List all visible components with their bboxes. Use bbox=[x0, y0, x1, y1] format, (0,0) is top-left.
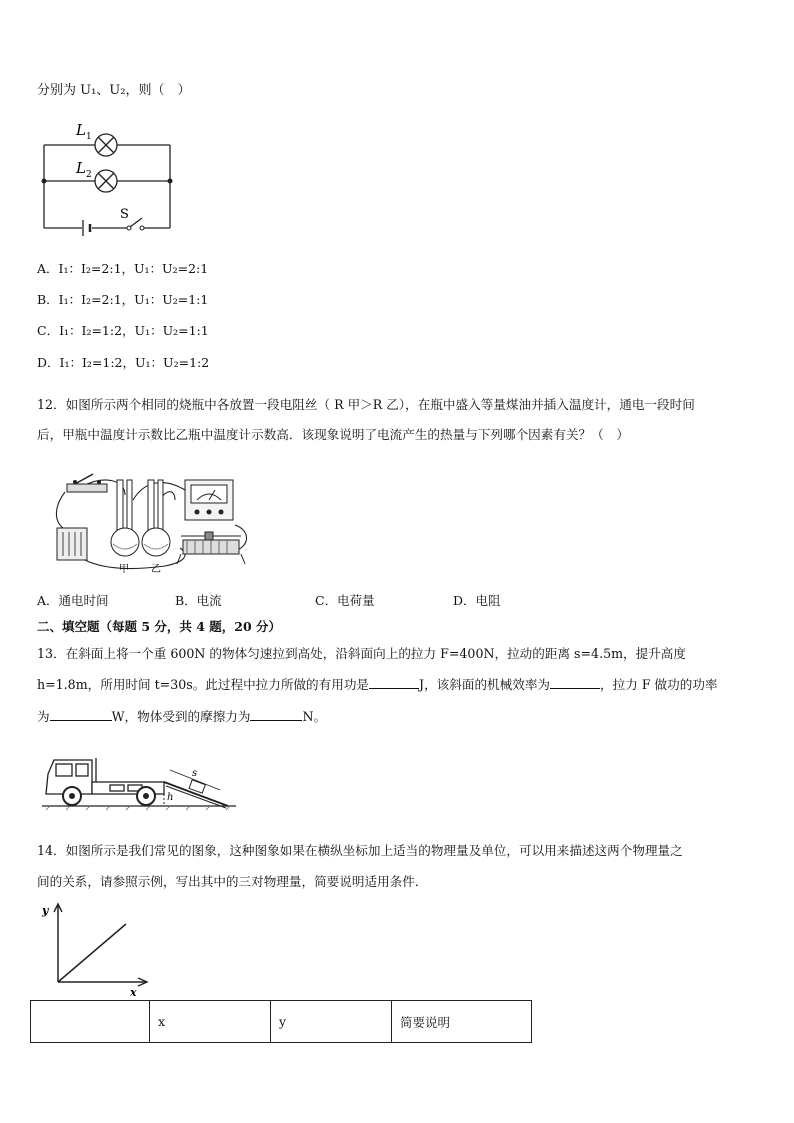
table-header-description: 简要说明 bbox=[392, 1001, 532, 1043]
lamp-l2-icon bbox=[95, 170, 117, 192]
q13-stem-line2 bbox=[37, 676, 718, 694]
q12-option-a: A．通电时间 bbox=[37, 593, 109, 608]
switch-icon bbox=[127, 218, 144, 230]
q13-text-3a: 为 bbox=[37, 709, 50, 724]
q12-stem-line1: 12．如图所示两个相同的烧瓶中各放置一段电阻丝（ R 甲＞R 乙），在瓶中盛入等量煤油并插入温度计，通电一段时间 bbox=[37, 397, 695, 412]
q11-stem-tail: 分别为 U₁、U₂，则（ ） bbox=[37, 83, 191, 98]
answer-blank-friction[interactable] bbox=[250, 708, 302, 721]
q12-stem-line2: 后，甲瓶中温度计示数比乙瓶中温度计示数高．该现象说明了电流产生的热量与下列哪个因素有关？（ ） bbox=[37, 427, 629, 442]
q13-stem-line1: 13．在斜面上将一个重 600N 的物体匀速拉到高处，沿斜面向上的拉力 F=400N，拉动的距离 s=4.5m，提升高度 bbox=[37, 646, 686, 661]
q14-stem-line2: 间的关系，请参照示例，写出其中的三对物理量，简要说明适用条件． bbox=[37, 874, 428, 889]
label-yi: 乙 bbox=[151, 564, 161, 575]
label-s: s bbox=[192, 768, 198, 779]
q13-text-2b: J，该斜面的机械效率为 bbox=[419, 677, 551, 692]
ammeter-icon bbox=[185, 480, 233, 520]
table-row bbox=[31, 1001, 532, 1043]
q12-option-b: B．电流 bbox=[175, 593, 222, 608]
label-l2: L bbox=[76, 159, 86, 177]
label-h: h bbox=[167, 792, 174, 803]
q14-answer-table bbox=[30, 1000, 532, 1043]
answer-blank-power[interactable] bbox=[50, 708, 112, 721]
rheostat-icon bbox=[177, 532, 245, 564]
table-cell-blank[interactable] bbox=[31, 1001, 150, 1043]
q13-text-2a: h=1.8m，所用时间 t=30s。此过程中拉力所做的有用功是 bbox=[37, 677, 370, 692]
q11-option-c: C．I₁：I₂=1:2，U₁：U₂=1:1 bbox=[37, 323, 209, 338]
truck-wheel-front-icon bbox=[63, 787, 81, 805]
label-switch: S bbox=[120, 207, 129, 222]
axis-label-y: y bbox=[42, 904, 49, 917]
q11-option-d: D．I₁：I₂=1:2，U₁：U₂=1:2 bbox=[37, 355, 210, 370]
q12-apparatus-figure bbox=[45, 470, 255, 580]
table-header-x: x bbox=[150, 1001, 271, 1043]
q11-option-b: B．I₁：I₂=2:1，U₁：U₂=1:1 bbox=[37, 292, 209, 307]
lamp-l1-icon bbox=[95, 134, 117, 156]
flask-yi-icon bbox=[142, 480, 170, 556]
section-title: 二、填空题（每题 5 分，共 4 题，20 分） bbox=[37, 619, 282, 634]
q13-text-2c: ，拉力 F 做功的功率 bbox=[600, 677, 718, 692]
q11-option-a: A．I₁：I₂=2:1，U₁：U₂=2:1 bbox=[37, 261, 209, 276]
answer-blank-useful-work[interactable] bbox=[369, 676, 419, 689]
answer-blank-efficiency[interactable] bbox=[550, 676, 600, 689]
q13-text-3b: W，物体受到的摩擦力为 bbox=[111, 709, 251, 724]
truck-wheel-rear-icon bbox=[137, 787, 155, 805]
q13-ramp-figure bbox=[40, 752, 240, 812]
q12-option-c: C．电荷量 bbox=[315, 593, 375, 608]
q12-option-d: D．电阻 bbox=[453, 593, 501, 608]
label-jia: 甲 bbox=[119, 564, 129, 575]
table-header-y: y bbox=[271, 1001, 392, 1043]
battery-icon bbox=[83, 220, 90, 236]
q14-stem-line1: 14．如图所示是我们常见的图象，这种图象如果在横纵坐标加上适当的物理量及单位，可以用来描述这两个物理量之 bbox=[37, 843, 683, 858]
q13-stem-line3 bbox=[37, 708, 326, 726]
label-l1-sub: 1 bbox=[86, 132, 92, 142]
axis-label-x: x bbox=[130, 986, 137, 999]
label-l2-sub: 2 bbox=[86, 170, 92, 180]
battery-box-icon bbox=[57, 528, 87, 560]
q14-line-graph bbox=[38, 900, 158, 1000]
knife-switch-icon bbox=[67, 474, 107, 492]
q11-circuit-diagram bbox=[38, 118, 178, 238]
q13-text-3c: N。 bbox=[302, 709, 327, 724]
label-l1: L bbox=[76, 121, 86, 139]
